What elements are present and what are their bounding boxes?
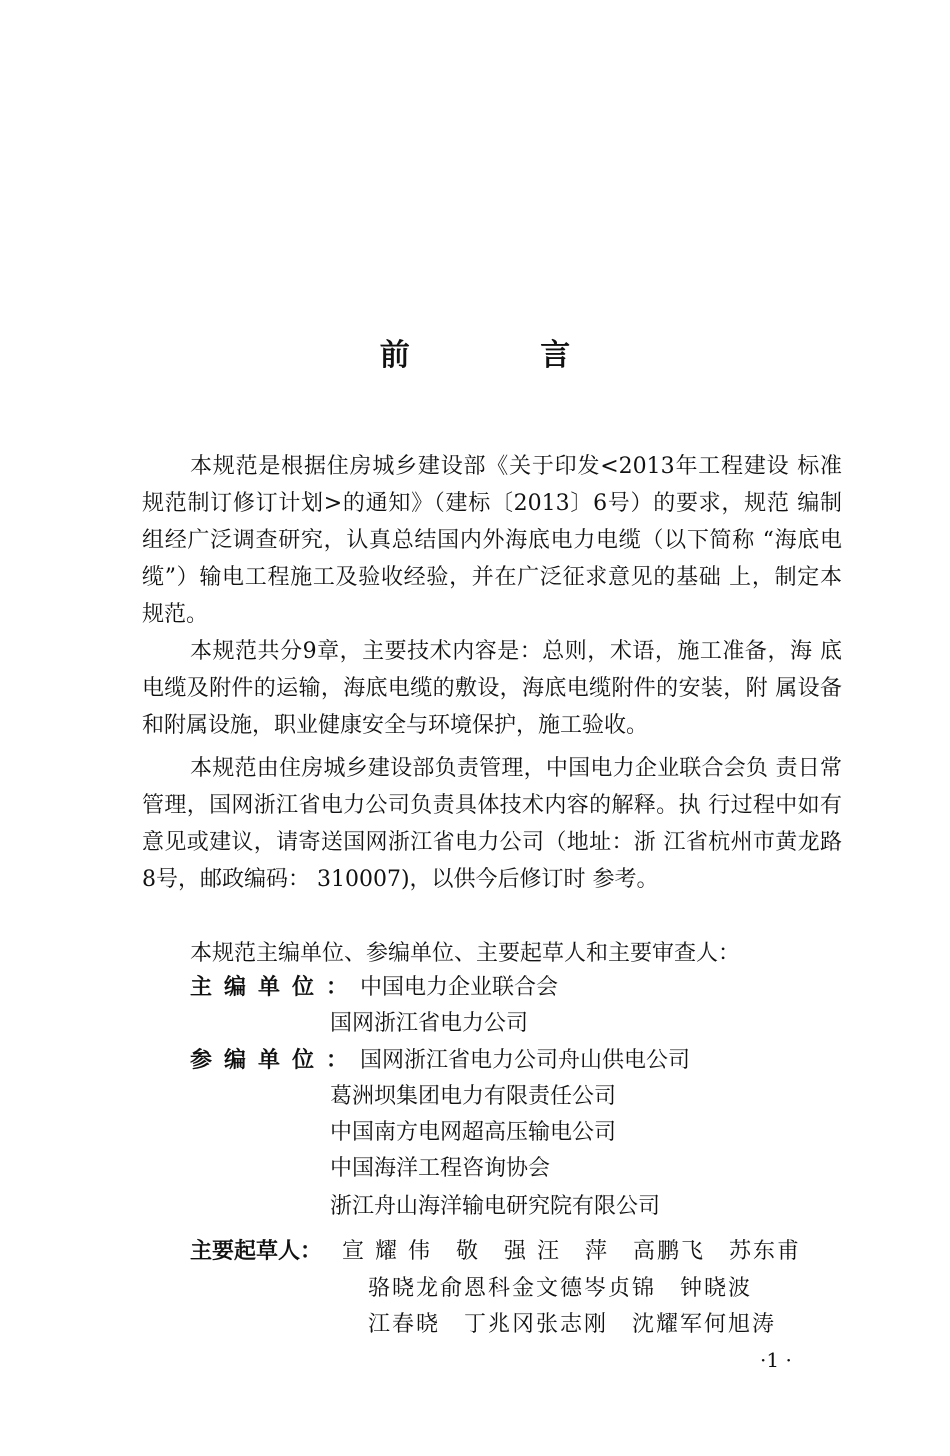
drafters-line: 骆晓龙俞恩科金文德岑贞锦 钟晓波 (368, 1276, 753, 1301)
paragraph-management: 本规范由住房城乡建设部负责管理，中国电力企业联合会负 责日常管理，国网浙江省电力公司负责具体技术内容的解释。执 行过程中如有意见或建议，请寄送国网浙江省电力公司（地址：浙 江省杭州市黄龙路8号，邮政编码： 310007)，以供今后修订时 参考。 (142, 756, 842, 892)
drafters-line: 宣 耀 伟 敬 强 汪 萍 高鹏飞 苏东甫 (342, 1239, 801, 1264)
chief-editor-unit: 国网浙江省电力公司 (330, 1011, 529, 1036)
paragraph-basis: 本规范是根据住房城乡建设部《关于印发<2013年工程建设 标准规范制订修订计划>的通知》（建标〔2013〕6号）的要求，规范 编制组经广泛调查研究，认真总结国内外海底电力电缆（以下简称 “海底电缆”）输电工程施工及验收经验，并在广泛征求意见的基础 上，制定本规范。 (142, 454, 842, 627)
chief-editor-label: 主编单位： (190, 975, 361, 1000)
co-editor-unit: 国网浙江省电力公司舟山供电公司 (360, 1048, 691, 1073)
chief-editor-unit: 中国电力企业联合会 (360, 975, 559, 1000)
drafters-row (190, 1234, 322, 1270)
chief-editor-row (190, 970, 558, 1006)
drafters-label: 主要起草人： (190, 1239, 323, 1264)
co-editor-unit: 浙江舟山海洋输电研究院有限公司 (330, 1194, 661, 1219)
drafters-line: 江春晓 丁兆冈张志刚 沈耀军何旭涛 (368, 1312, 777, 1337)
co-editor-row (190, 1043, 690, 1079)
paragraph-units-intro: 本规范主编单位、参编单位、主要起草人和主要审查人： (190, 941, 741, 966)
page-title: 前 言 (379, 338, 631, 373)
co-editor-unit: 葛洲坝集团电力有限责任公司 (330, 1084, 617, 1109)
co-editor-unit: 中国南方电网超高压输电公司 (330, 1120, 617, 1145)
co-editor-unit: 中国海洋工程咨询协会 (330, 1156, 551, 1181)
page-number: ·1 · (760, 1348, 792, 1372)
paragraph-contents: 本规范共分9章，主要技术内容是：总则，术语，施工准备，海 底电缆及附件的运输，海底电缆的敷设，海底电缆附件的安装，附 属设备和附属设施，职业健康安全与环境保护，施工验收。 (142, 639, 842, 738)
co-editor-label: 参编单位： (190, 1048, 361, 1073)
